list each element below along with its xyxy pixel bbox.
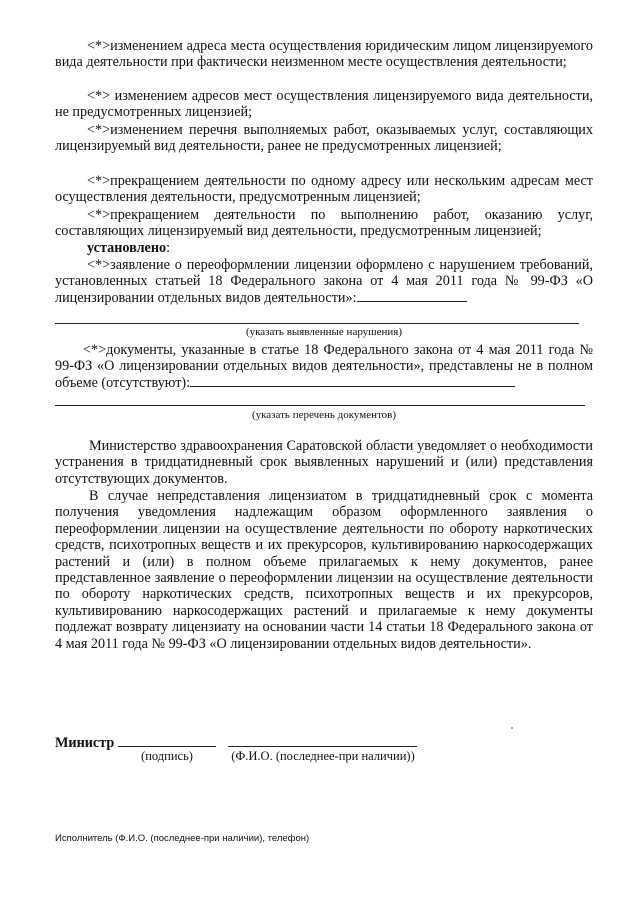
notice-paragraph: Министерство здравоохранения Саратовской области уведомляет о необходимости устранения в тридцатидневный срок выявленных нарушений и (или) представления отсутствующих документов. — [55, 438, 593, 487]
documents-caption: (указать перечень документов) — [251, 409, 397, 421]
speck — [511, 727, 513, 729]
application-violation-text — [55, 257, 593, 306]
established-heading — [55, 240, 593, 256]
violations-caption: (указать выявленные нарушения) — [245, 326, 403, 338]
violations-line — [55, 323, 579, 324]
established-label: установлено — [87, 240, 167, 256]
application-text: <*>заявление о переоформлении лицензии оформлено с нарушением требований, установленных статьей 18 Федерального закона от 4 мая 2011 года № 99-ФЗ «О лицензировании отдельных видов деятельности»: — [55, 257, 593, 306]
executor-note: Исполнитель (Ф.И.О. (последнее-при наличии), телефон) — [55, 833, 310, 844]
documents-text — [55, 342, 593, 391]
item-address-change: <*>изменением адреса места осуществления юридическим лицом лицензируемого вида деятельности при фактически неизменном месте осуществления деятельности; — [55, 38, 593, 71]
return-paragraph: В случае непредставления лицензиатом в тридцатидневный срок с момента получения уведомления надлежащим образом оформленного заявления о переоформлении лицензии на осуществление деятельности по обороту наркотических средств, психотропных веществ и их прекурсоров, культивированию наркосодержащих растений и (или) в полном объеме прилагаемых к нему документов, ранее представленное заявление о переоформлении лицензии на осуществление деятельности по обороту наркотических средств, психотропных веществ и их прекурсоров, культивированию наркосодержащих растений и прилагаемые к нему документы подлежат возврату лицензиату на основании части 14 статьи 18 Федерального закона от 4 мая 2011 года № 99-ФЗ «О лицензировании отдельных видов деятельности». — [55, 488, 593, 652]
name-caption: (Ф.И.О. (последнее-при наличии)) — [231, 749, 415, 763]
item-works-termination: <*>прекращением деятельности по выполнению работ, оказанию услуг, составляющих лицензируемый вид деятельности, предусмотренным лицензией; — [55, 207, 593, 240]
signature-caption: (подпись) — [141, 749, 193, 763]
item-works-change: <*>изменением перечня выполняемых работ, оказываемых услуг, составляющих лицензируемый вид деятельности, ранее не предусмотренных лицензией; — [55, 122, 593, 155]
documents-fill-line — [190, 375, 515, 387]
violations-fill-line — [357, 290, 467, 302]
documents-line — [55, 405, 585, 406]
signatory-title: Министр — [55, 735, 115, 751]
established-colon: : — [166, 240, 171, 256]
item-addresses-change: <*> изменением адресов мест осуществления лицензируемого вида деятельности, не предусмотренных лицензией; — [55, 88, 593, 121]
documents-text-content: <*>документы, указанные в статье 18 Федерального закона от 4 мая 2011 года № 99-ФЗ «О лицензировании отдельных видов деятельности», представлены не в полном объеме (отсутствуют): — [55, 342, 593, 391]
signature-line — [118, 746, 216, 747]
item-address-termination: <*>прекращением деятельности по одному адресу или нескольким адресам мест осуществления деятельности, предусмотренным лицензией; — [55, 173, 593, 206]
name-line — [228, 746, 417, 747]
